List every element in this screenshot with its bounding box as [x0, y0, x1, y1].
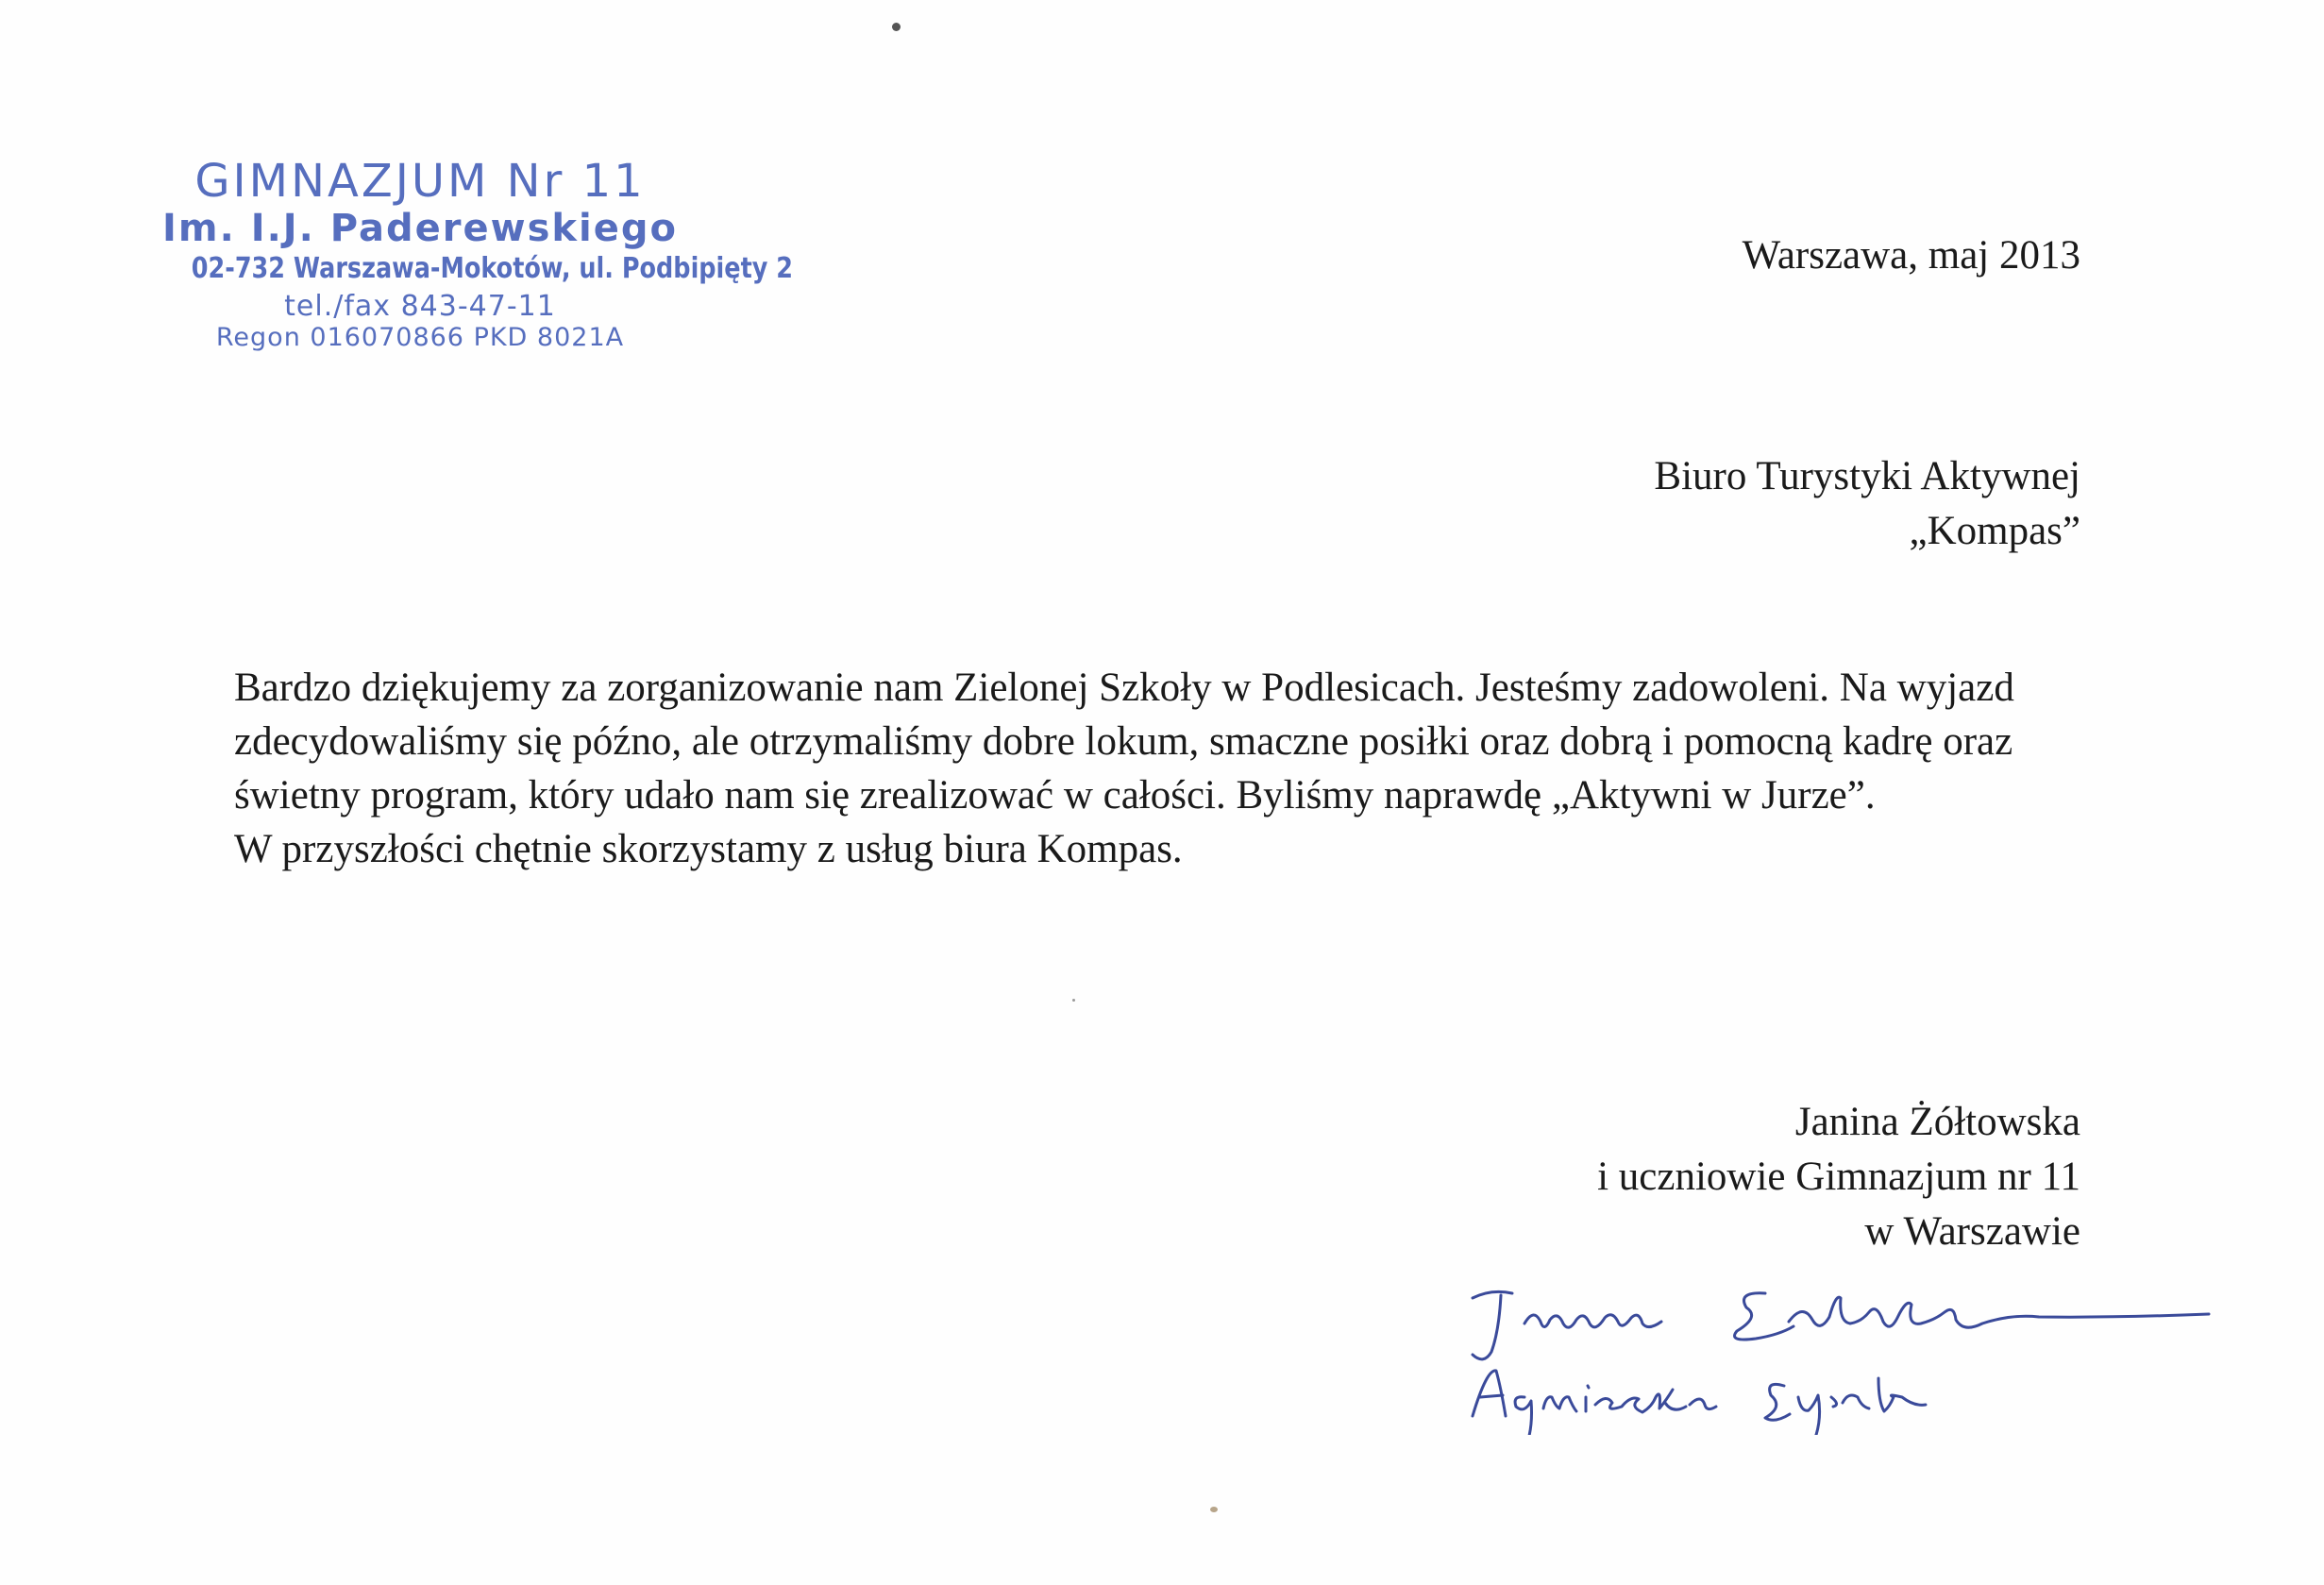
- signature-stroke: [1789, 1297, 2209, 1327]
- signature-stroke: [1831, 1378, 1926, 1411]
- school-stamp: [151, 155, 794, 357]
- recipient-block: [1654, 449, 2080, 559]
- paper-speck: [1210, 1507, 1218, 1512]
- letter-body: [234, 661, 2037, 876]
- stamp-school-name: GIMNAZJUM Nr 11: [194, 155, 646, 208]
- paper-speck: [1072, 999, 1075, 1002]
- body-paragraph: Bardzo dziękujemy za zorganizowanie nam Zielonej Szkoły w Podlesicach. Jesteśmy zadowoleni. Na wyjazd zdecydowaliśmy się późno, ale otrzymaliśmy dobre lokum, smaczne posiłki oraz dobrą i pomocną kadrę oraz świetny program, który udało nam się zrealizować w całości. Byliśmy naprawdę „Aktywni w Jurze”.: [234, 666, 2014, 818]
- paper-speck: [892, 23, 901, 31]
- signer-city: w Warszawie: [1864, 1209, 2080, 1254]
- signature-stroke: [1543, 1386, 1589, 1411]
- recipient-name: Biuro Turystyki Aktywnej: [1654, 454, 2080, 498]
- signature-stroke: [1473, 1291, 1512, 1359]
- signature-stroke: [1473, 1371, 1506, 1416]
- signature-stroke: [1765, 1384, 1790, 1420]
- stamp-patron: Im. I.J. Paderewskiego: [162, 207, 678, 250]
- signature-block: [1597, 1095, 2080, 1259]
- signature-stroke: [1798, 1395, 1820, 1435]
- stamp-phone: tel./fax 843-47-11: [284, 290, 556, 323]
- signature-stroke: [1690, 1399, 1716, 1409]
- body-paragraph: W przyszłości chętnie skorzystamy z usług biura Kompas.: [234, 827, 1183, 871]
- letter-date: Warszawa, maj 2013: [1742, 233, 2080, 278]
- handwritten-signatures: [1454, 1265, 2237, 1435]
- stamp-address: 02-732 Warszawa-Mokotów, ul. Podbipięty 2: [191, 252, 794, 285]
- stamp-regon: Regon 016070866 PKD 8021A: [215, 323, 625, 352]
- signature-stroke: [1595, 1390, 1686, 1412]
- signer-group: i uczniowie Gimnazjum nr 11: [1597, 1155, 2080, 1199]
- signature-stroke: [1515, 1397, 1531, 1435]
- signature-stroke: [1524, 1315, 1661, 1327]
- recipient-brand: „Kompas”: [1909, 509, 2080, 553]
- signer-name: Janina Żółtowska: [1794, 1100, 2080, 1144]
- signature-stroke: [1735, 1293, 1794, 1340]
